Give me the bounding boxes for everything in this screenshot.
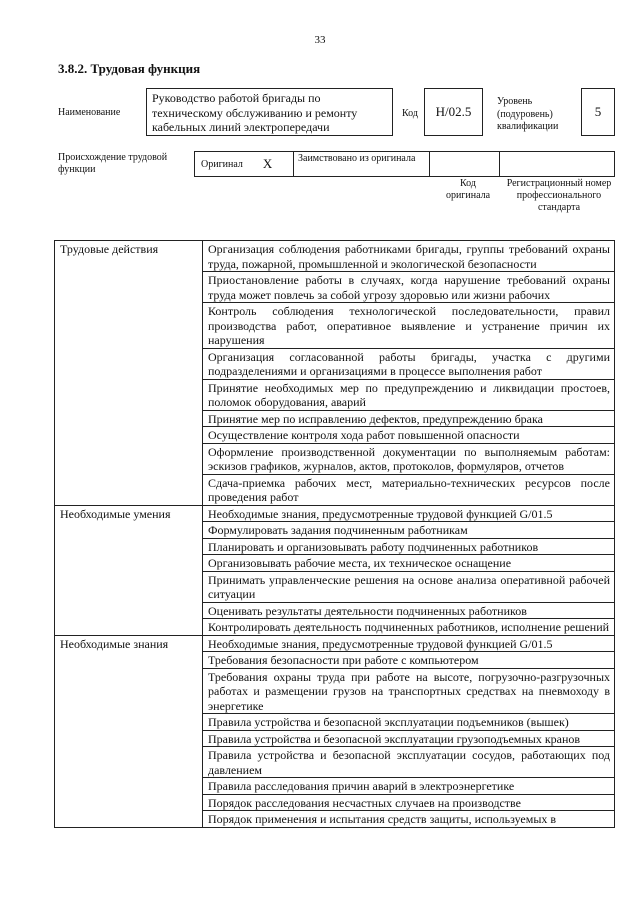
section-item: Планировать и организовывать работу подчиненных работников (203, 538, 615, 555)
section-item: Оценивать результаты деятельности подчиненных работников (203, 602, 615, 619)
section-item: Принимать управленческие решения на основе анализа оперативной рабочей ситуации (203, 571, 615, 602)
section-item: Организация согласованной работы бригады, участка с другими подразделениями и организациями в процессе выполнения работ (203, 348, 615, 379)
section-item: Контроль соблюдения технологической последовательности, правил производства работ, оперативное выявление и устранение причин их нарушения (203, 303, 615, 349)
section-item: Формулировать задания подчиненным работникам (203, 522, 615, 539)
section-item: Принятие необходимых мер по предупреждению и ликвидации простоев, поломок оборудования, аварий (203, 379, 615, 410)
qualification-level-label: Уровень (подуровень) квалификации (497, 96, 559, 132)
section-item: Правила расследования причин аварий в электроэнергетике (203, 778, 615, 795)
section-item: Организовывать рабочие места, их техническое оснащение (203, 555, 615, 572)
section-item: Порядок применения и испытания средств защиты, используемых в (203, 811, 615, 828)
section-category: Необходимые умения (55, 505, 203, 635)
code-label: Код (402, 108, 418, 119)
section-item: Принятие мер по исправлению дефектов, предупреждению брака (203, 410, 615, 427)
borrowed-label: Заимствовано из оригинала (294, 152, 430, 176)
origin-label: Происхождение трудовой функции (58, 152, 168, 175)
section-category: Необходимые знания (55, 635, 203, 827)
qualification-level-box: 5 (581, 88, 615, 136)
section-title: 3.8.2. Трудовая функция (58, 61, 201, 76)
name-label: Наименование (58, 107, 121, 118)
section-item: Оформление производственной документации по выполняемым работам: эскизов графиков, журналов, актов, протоколов, формуляров, отчетов (203, 443, 615, 474)
section-item: Правила устройства и безопасной эксплуатации сосудов, работающих под давлением (203, 747, 615, 778)
section-item: Необходимые знания, предусмотренные трудовой функцией G/01.5 (203, 505, 615, 522)
function-code-box: H/02.5 (424, 88, 483, 136)
section-item: Осуществление контроля хода работ повышенной опасности (203, 427, 615, 444)
section-item: Порядок расследования несчастных случаев на производстве (203, 794, 615, 811)
section-item: Организация соблюдения работниками бригады, группы требований охраны труда, пожарной, промышленной и экологической безопасности (203, 241, 615, 272)
section-item: Приостановление работы в случаях, когда нарушение требований охраны труда может повлечь за собой угрозу здоровью или жизни рабочих (203, 272, 615, 303)
table-row (55, 241, 615, 272)
registration-number-cell (500, 152, 614, 176)
section-category: Трудовые действия (55, 241, 203, 506)
original-code-cell (430, 152, 500, 176)
section-item: Сдача-приемка рабочих мест, материально-технических ресурсов после проведения работ (203, 474, 615, 505)
original-cell (195, 152, 294, 176)
table-row (55, 505, 615, 522)
original-mark: X (262, 156, 273, 171)
table-row (55, 635, 615, 652)
page-number: 33 (314, 34, 326, 46)
section-item: Требования безопасности при работе с компьютером (203, 652, 615, 669)
function-name-box: Руководство работой бригады по техническому обслуживанию и ремонту кабельных линий электропередачи (146, 88, 393, 136)
original-code-caption: Код оригинала (445, 178, 491, 201)
original-label: Оригинал (201, 158, 243, 170)
section-item: Требования охраны труда при работе на высоте, погрузочно-разгрузочных работах и размещении грузов на транспортных средствах на пневмоходу в энергетике (203, 668, 615, 714)
section-item: Правила устройства и безопасной эксплуатации грузоподъемных кранов (203, 730, 615, 747)
origin-row (194, 151, 615, 177)
section-item: Правила устройства и безопасной эксплуатации подъемников (вышек) (203, 714, 615, 731)
registration-number-caption: Регистрационный номер профессионального стандарта (506, 178, 612, 213)
section-item: Контролировать деятельность подчиненных работников, исполнение решений (203, 619, 615, 636)
section-item: Необходимые знания, предусмотренные трудовой функцией G/01.5 (203, 635, 615, 652)
function-details-table (54, 240, 615, 828)
